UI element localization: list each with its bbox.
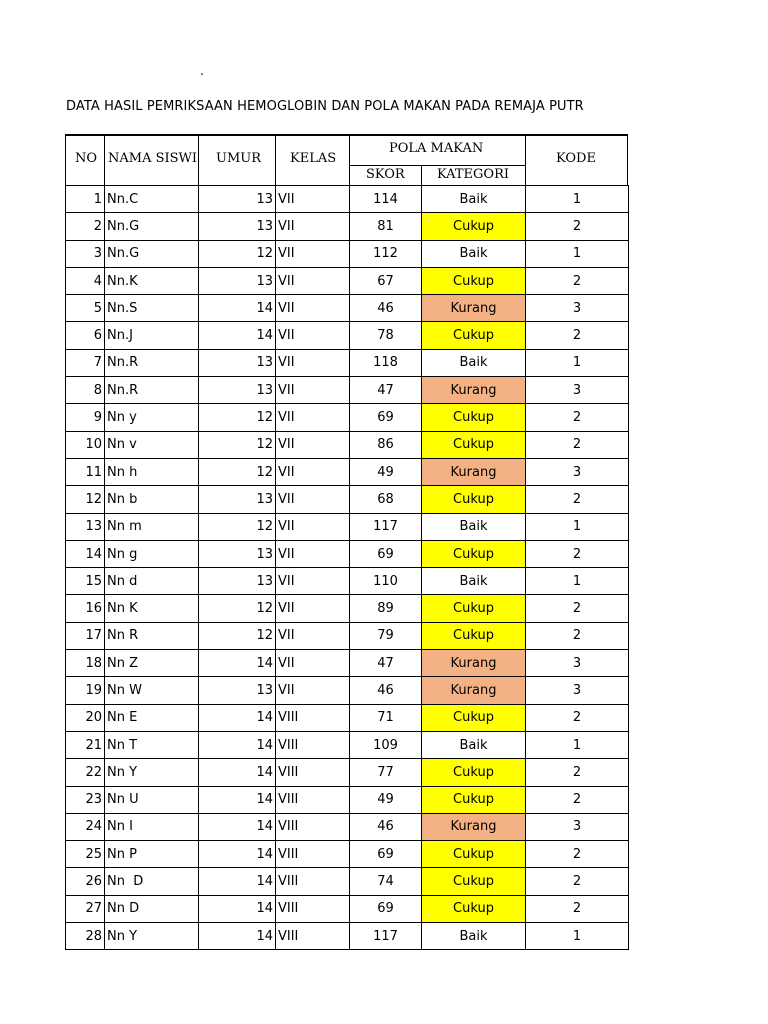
- row-skor-cell: 67: [350, 267, 422, 294]
- row-kategori-cell: Cukup: [422, 786, 526, 813]
- row-no-cell: 23: [66, 786, 105, 813]
- row-skor-cell: 49: [350, 458, 422, 485]
- row-no-cell: 4: [66, 267, 105, 294]
- row-kelas-cell: VIII: [276, 868, 350, 895]
- header-top-rule: [65, 134, 628, 136]
- col-header-kode: KODE: [556, 151, 596, 166]
- row-no-cell: 12: [66, 486, 105, 513]
- row-kategori-cell: Cukup: [422, 595, 526, 622]
- row-nama-cell: Nn m: [105, 513, 199, 540]
- row-kelas-cell: VIII: [276, 895, 350, 922]
- document-title: DATA HASIL PEMRIKSAAN HEMOGLOBIN DAN POLA MAKAN PADA REMAJA PUTR: [66, 99, 584, 114]
- row-no-cell: 11: [66, 458, 105, 485]
- header-divider: [65, 134, 66, 185]
- row-skor-cell: 69: [350, 404, 422, 431]
- row-kode-cell: 2: [526, 786, 629, 813]
- table-row: [66, 677, 629, 704]
- row-no-cell: 1: [66, 186, 105, 213]
- row-umur-cell: 13: [199, 377, 276, 404]
- row-umur-cell: 14: [199, 295, 276, 322]
- row-kategori-cell: Cukup: [422, 486, 526, 513]
- row-kelas-cell: VII: [276, 568, 350, 595]
- row-kategori-cell: Cukup: [422, 895, 526, 922]
- row-nama-cell: Nn T: [105, 731, 199, 758]
- row-no-cell: 8: [66, 377, 105, 404]
- row-kategori-cell: Cukup: [422, 322, 526, 349]
- row-no-cell: 7: [66, 349, 105, 376]
- row-no-cell: 18: [66, 650, 105, 677]
- row-kategori-cell: Cukup: [422, 622, 526, 649]
- row-umur-cell: 14: [199, 704, 276, 731]
- row-kode-cell: 1: [526, 349, 629, 376]
- row-nama-cell: Nn y: [105, 404, 199, 431]
- row-kelas-cell: VII: [276, 677, 350, 704]
- row-no-cell: 22: [66, 759, 105, 786]
- row-skor-cell: 110: [350, 568, 422, 595]
- row-kode-cell: 1: [526, 240, 629, 267]
- row-nama-cell: Nn W: [105, 677, 199, 704]
- row-nama-cell: Nn.R: [105, 349, 199, 376]
- row-no-cell: 16: [66, 595, 105, 622]
- row-kategori-cell: Kurang: [422, 813, 526, 840]
- row-kategori-cell: Cukup: [422, 759, 526, 786]
- row-skor-cell: 77: [350, 759, 422, 786]
- row-nama-cell: Nn R: [105, 622, 199, 649]
- row-nama-cell: Nn E: [105, 704, 199, 731]
- row-kelas-cell: VII: [276, 486, 350, 513]
- row-kelas-cell: VII: [276, 431, 350, 458]
- row-no-cell: 3: [66, 240, 105, 267]
- row-umur-cell: 12: [199, 622, 276, 649]
- row-nama-cell: Nn I: [105, 813, 199, 840]
- row-skor-cell: 89: [350, 595, 422, 622]
- table-row: [66, 923, 629, 950]
- row-kategori-cell: Baik: [422, 240, 526, 267]
- row-umur-cell: 14: [199, 923, 276, 950]
- row-kode-cell: 2: [526, 895, 629, 922]
- row-no-cell: 21: [66, 731, 105, 758]
- row-kode-cell: 2: [526, 759, 629, 786]
- row-nama-cell: Nn.G: [105, 213, 199, 240]
- row-kelas-cell: VIII: [276, 786, 350, 813]
- row-kelas-cell: VII: [276, 322, 350, 349]
- row-no-cell: 10: [66, 431, 105, 458]
- row-no-cell: 24: [66, 813, 105, 840]
- row-kode-cell: 2: [526, 213, 629, 240]
- row-kelas-cell: VIII: [276, 704, 350, 731]
- table-row: [66, 786, 629, 813]
- row-umur-cell: 12: [199, 513, 276, 540]
- row-kelas-cell: VII: [276, 513, 350, 540]
- row-kategori-cell: Kurang: [422, 650, 526, 677]
- row-skor-cell: 114: [350, 186, 422, 213]
- row-umur-cell: 14: [199, 868, 276, 895]
- row-skor-cell: 74: [350, 868, 422, 895]
- row-umur-cell: 14: [199, 731, 276, 758]
- row-umur-cell: 13: [199, 568, 276, 595]
- row-kode-cell: 2: [526, 622, 629, 649]
- row-umur-cell: 13: [199, 213, 276, 240]
- row-kategori-cell: Baik: [422, 513, 526, 540]
- table-row: [66, 895, 629, 922]
- row-no-cell: 15: [66, 568, 105, 595]
- row-umur-cell: 14: [199, 786, 276, 813]
- row-skor-cell: 71: [350, 704, 422, 731]
- row-kode-cell: 3: [526, 650, 629, 677]
- row-skor-cell: 112: [350, 240, 422, 267]
- table-row: [66, 295, 629, 322]
- row-nama-cell: Nn K: [105, 595, 199, 622]
- col-header-pola-makan: POLA MAKAN: [389, 141, 484, 156]
- row-kelas-cell: VII: [276, 295, 350, 322]
- header-divider: [349, 165, 525, 166]
- row-kategori-cell: Kurang: [422, 377, 526, 404]
- row-kelas-cell: VII: [276, 186, 350, 213]
- table-row: [66, 841, 629, 868]
- row-nama-cell: Nn P: [105, 841, 199, 868]
- row-kode-cell: 2: [526, 841, 629, 868]
- row-umur-cell: 13: [199, 486, 276, 513]
- row-no-cell: 20: [66, 704, 105, 731]
- col-header-skor: SKOR: [366, 167, 405, 182]
- row-umur-cell: 14: [199, 322, 276, 349]
- table-row: [66, 377, 629, 404]
- row-no-cell: 27: [66, 895, 105, 922]
- row-kode-cell: 1: [526, 568, 629, 595]
- header-divider: [627, 134, 628, 185]
- data-table: [65, 185, 629, 950]
- row-no-cell: 13: [66, 513, 105, 540]
- table-row: [66, 595, 629, 622]
- row-kelas-cell: VII: [276, 622, 350, 649]
- row-nama-cell: Nn.G: [105, 240, 199, 267]
- table-row: [66, 349, 629, 376]
- row-kategori-cell: Baik: [422, 349, 526, 376]
- row-umur-cell: 12: [199, 240, 276, 267]
- row-kode-cell: 1: [526, 923, 629, 950]
- row-nama-cell: Nn.K: [105, 267, 199, 294]
- row-kelas-cell: VIII: [276, 759, 350, 786]
- row-skor-cell: 79: [350, 622, 422, 649]
- row-skor-cell: 68: [350, 486, 422, 513]
- row-no-cell: 9: [66, 404, 105, 431]
- row-skor-cell: 46: [350, 295, 422, 322]
- row-kelas-cell: VIII: [276, 923, 350, 950]
- row-kelas-cell: VII: [276, 349, 350, 376]
- stray-dot: .: [200, 64, 204, 78]
- row-nama-cell: Nn U: [105, 786, 199, 813]
- row-kategori-cell: Cukup: [422, 267, 526, 294]
- row-kode-cell: 3: [526, 458, 629, 485]
- row-no-cell: 2: [66, 213, 105, 240]
- row-kategori-cell: Baik: [422, 186, 526, 213]
- row-nama-cell: Nn g: [105, 540, 199, 567]
- header-divider: [275, 134, 276, 185]
- row-skor-cell: 69: [350, 841, 422, 868]
- row-umur-cell: 13: [199, 186, 276, 213]
- header-divider: [525, 134, 526, 185]
- row-skor-cell: 69: [350, 895, 422, 922]
- col-header-no: NO: [75, 151, 98, 166]
- table-row: [66, 267, 629, 294]
- row-skor-cell: 118: [350, 349, 422, 376]
- row-kode-cell: 3: [526, 377, 629, 404]
- row-umur-cell: 12: [199, 595, 276, 622]
- row-kategori-cell: Cukup: [422, 868, 526, 895]
- row-no-cell: 14: [66, 540, 105, 567]
- row-nama-cell: Nn.S: [105, 295, 199, 322]
- row-kelas-cell: VII: [276, 404, 350, 431]
- row-umur-cell: 14: [199, 841, 276, 868]
- row-no-cell: 28: [66, 923, 105, 950]
- row-no-cell: 25: [66, 841, 105, 868]
- row-kode-cell: 3: [526, 677, 629, 704]
- row-no-cell: 19: [66, 677, 105, 704]
- row-kategori-cell: Baik: [422, 568, 526, 595]
- row-kategori-cell: Baik: [422, 731, 526, 758]
- table-row: [66, 704, 629, 731]
- row-kelas-cell: VII: [276, 540, 350, 567]
- row-kategori-cell: Cukup: [422, 431, 526, 458]
- row-skor-cell: 117: [350, 923, 422, 950]
- row-nama-cell: Nn.C: [105, 186, 199, 213]
- col-header-kelas: KELAS: [290, 151, 337, 166]
- row-kategori-cell: Cukup: [422, 213, 526, 240]
- row-kode-cell: 2: [526, 404, 629, 431]
- row-nama-cell: Nn.J: [105, 322, 199, 349]
- row-skor-cell: 69: [350, 540, 422, 567]
- row-nama-cell: Nn D: [105, 868, 199, 895]
- row-kelas-cell: VIII: [276, 731, 350, 758]
- row-kelas-cell: VII: [276, 650, 350, 677]
- row-nama-cell: Nn v: [105, 431, 199, 458]
- row-skor-cell: 117: [350, 513, 422, 540]
- table-row: [66, 431, 629, 458]
- table-row: [66, 458, 629, 485]
- row-kode-cell: 2: [526, 595, 629, 622]
- table-row: [66, 650, 629, 677]
- col-header-nama: NAMA SISWI: [108, 151, 198, 166]
- row-kode-cell: 2: [526, 704, 629, 731]
- row-no-cell: 17: [66, 622, 105, 649]
- row-kategori-cell: Baik: [422, 923, 526, 950]
- table-row: [66, 622, 629, 649]
- row-skor-cell: 109: [350, 731, 422, 758]
- table-row: [66, 868, 629, 895]
- row-nama-cell: Nn.R: [105, 377, 199, 404]
- row-kategori-cell: Cukup: [422, 404, 526, 431]
- table-row: [66, 486, 629, 513]
- row-skor-cell: 78: [350, 322, 422, 349]
- header-divider: [104, 134, 105, 185]
- row-kode-cell: 3: [526, 813, 629, 840]
- table-row: [66, 813, 629, 840]
- row-kode-cell: 2: [526, 322, 629, 349]
- table-row: [66, 240, 629, 267]
- header-divider: [198, 134, 199, 185]
- row-umur-cell: 12: [199, 458, 276, 485]
- row-umur-cell: 12: [199, 431, 276, 458]
- row-kategori-cell: Cukup: [422, 540, 526, 567]
- col-header-umur: UMUR: [216, 151, 262, 166]
- row-skor-cell: 46: [350, 677, 422, 704]
- row-kelas-cell: VII: [276, 458, 350, 485]
- row-skor-cell: 81: [350, 213, 422, 240]
- row-kode-cell: 1: [526, 513, 629, 540]
- row-nama-cell: Nn b: [105, 486, 199, 513]
- row-kelas-cell: VIII: [276, 841, 350, 868]
- row-kelas-cell: VII: [276, 267, 350, 294]
- row-kelas-cell: VII: [276, 377, 350, 404]
- table-row: [66, 731, 629, 758]
- row-umur-cell: 14: [199, 895, 276, 922]
- row-kategori-cell: Kurang: [422, 295, 526, 322]
- table-body: [66, 186, 629, 950]
- row-no-cell: 6: [66, 322, 105, 349]
- header-divider: [349, 134, 350, 185]
- row-umur-cell: 13: [199, 540, 276, 567]
- row-kelas-cell: VII: [276, 240, 350, 267]
- row-kode-cell: 2: [526, 267, 629, 294]
- row-nama-cell: Nn Y: [105, 759, 199, 786]
- row-kelas-cell: VII: [276, 213, 350, 240]
- row-skor-cell: 47: [350, 377, 422, 404]
- header-divider: [421, 165, 422, 185]
- table-row: [66, 213, 629, 240]
- col-header-kategori: KATEGORI: [437, 167, 509, 182]
- row-umur-cell: 13: [199, 267, 276, 294]
- row-skor-cell: 47: [350, 650, 422, 677]
- row-kelas-cell: VII: [276, 595, 350, 622]
- row-umur-cell: 14: [199, 759, 276, 786]
- table-row: [66, 568, 629, 595]
- row-skor-cell: 49: [350, 786, 422, 813]
- row-skor-cell: 46: [350, 813, 422, 840]
- row-kategori-cell: Kurang: [422, 677, 526, 704]
- row-kode-cell: 2: [526, 868, 629, 895]
- table-row: [66, 513, 629, 540]
- row-skor-cell: 86: [350, 431, 422, 458]
- row-kode-cell: 2: [526, 431, 629, 458]
- table-row: [66, 322, 629, 349]
- row-umur-cell: 12: [199, 404, 276, 431]
- row-nama-cell: Nn Y: [105, 923, 199, 950]
- row-kode-cell: 3: [526, 295, 629, 322]
- row-no-cell: 26: [66, 868, 105, 895]
- row-no-cell: 5: [66, 295, 105, 322]
- row-umur-cell: 13: [199, 677, 276, 704]
- row-kategori-cell: Cukup: [422, 704, 526, 731]
- row-kode-cell: 1: [526, 186, 629, 213]
- row-umur-cell: 14: [199, 650, 276, 677]
- row-kode-cell: 1: [526, 731, 629, 758]
- row-kategori-cell: Kurang: [422, 458, 526, 485]
- row-kelas-cell: VIII: [276, 813, 350, 840]
- row-kode-cell: 2: [526, 540, 629, 567]
- table-row: [66, 186, 629, 213]
- row-kode-cell: 2: [526, 486, 629, 513]
- table-row: [66, 540, 629, 567]
- row-kategori-cell: Cukup: [422, 841, 526, 868]
- row-umur-cell: 13: [199, 349, 276, 376]
- row-umur-cell: 14: [199, 813, 276, 840]
- row-nama-cell: Nn D: [105, 895, 199, 922]
- table-row: [66, 404, 629, 431]
- row-nama-cell: Nn Z: [105, 650, 199, 677]
- table-row: [66, 759, 629, 786]
- row-nama-cell: Nn d: [105, 568, 199, 595]
- row-nama-cell: Nn h: [105, 458, 199, 485]
